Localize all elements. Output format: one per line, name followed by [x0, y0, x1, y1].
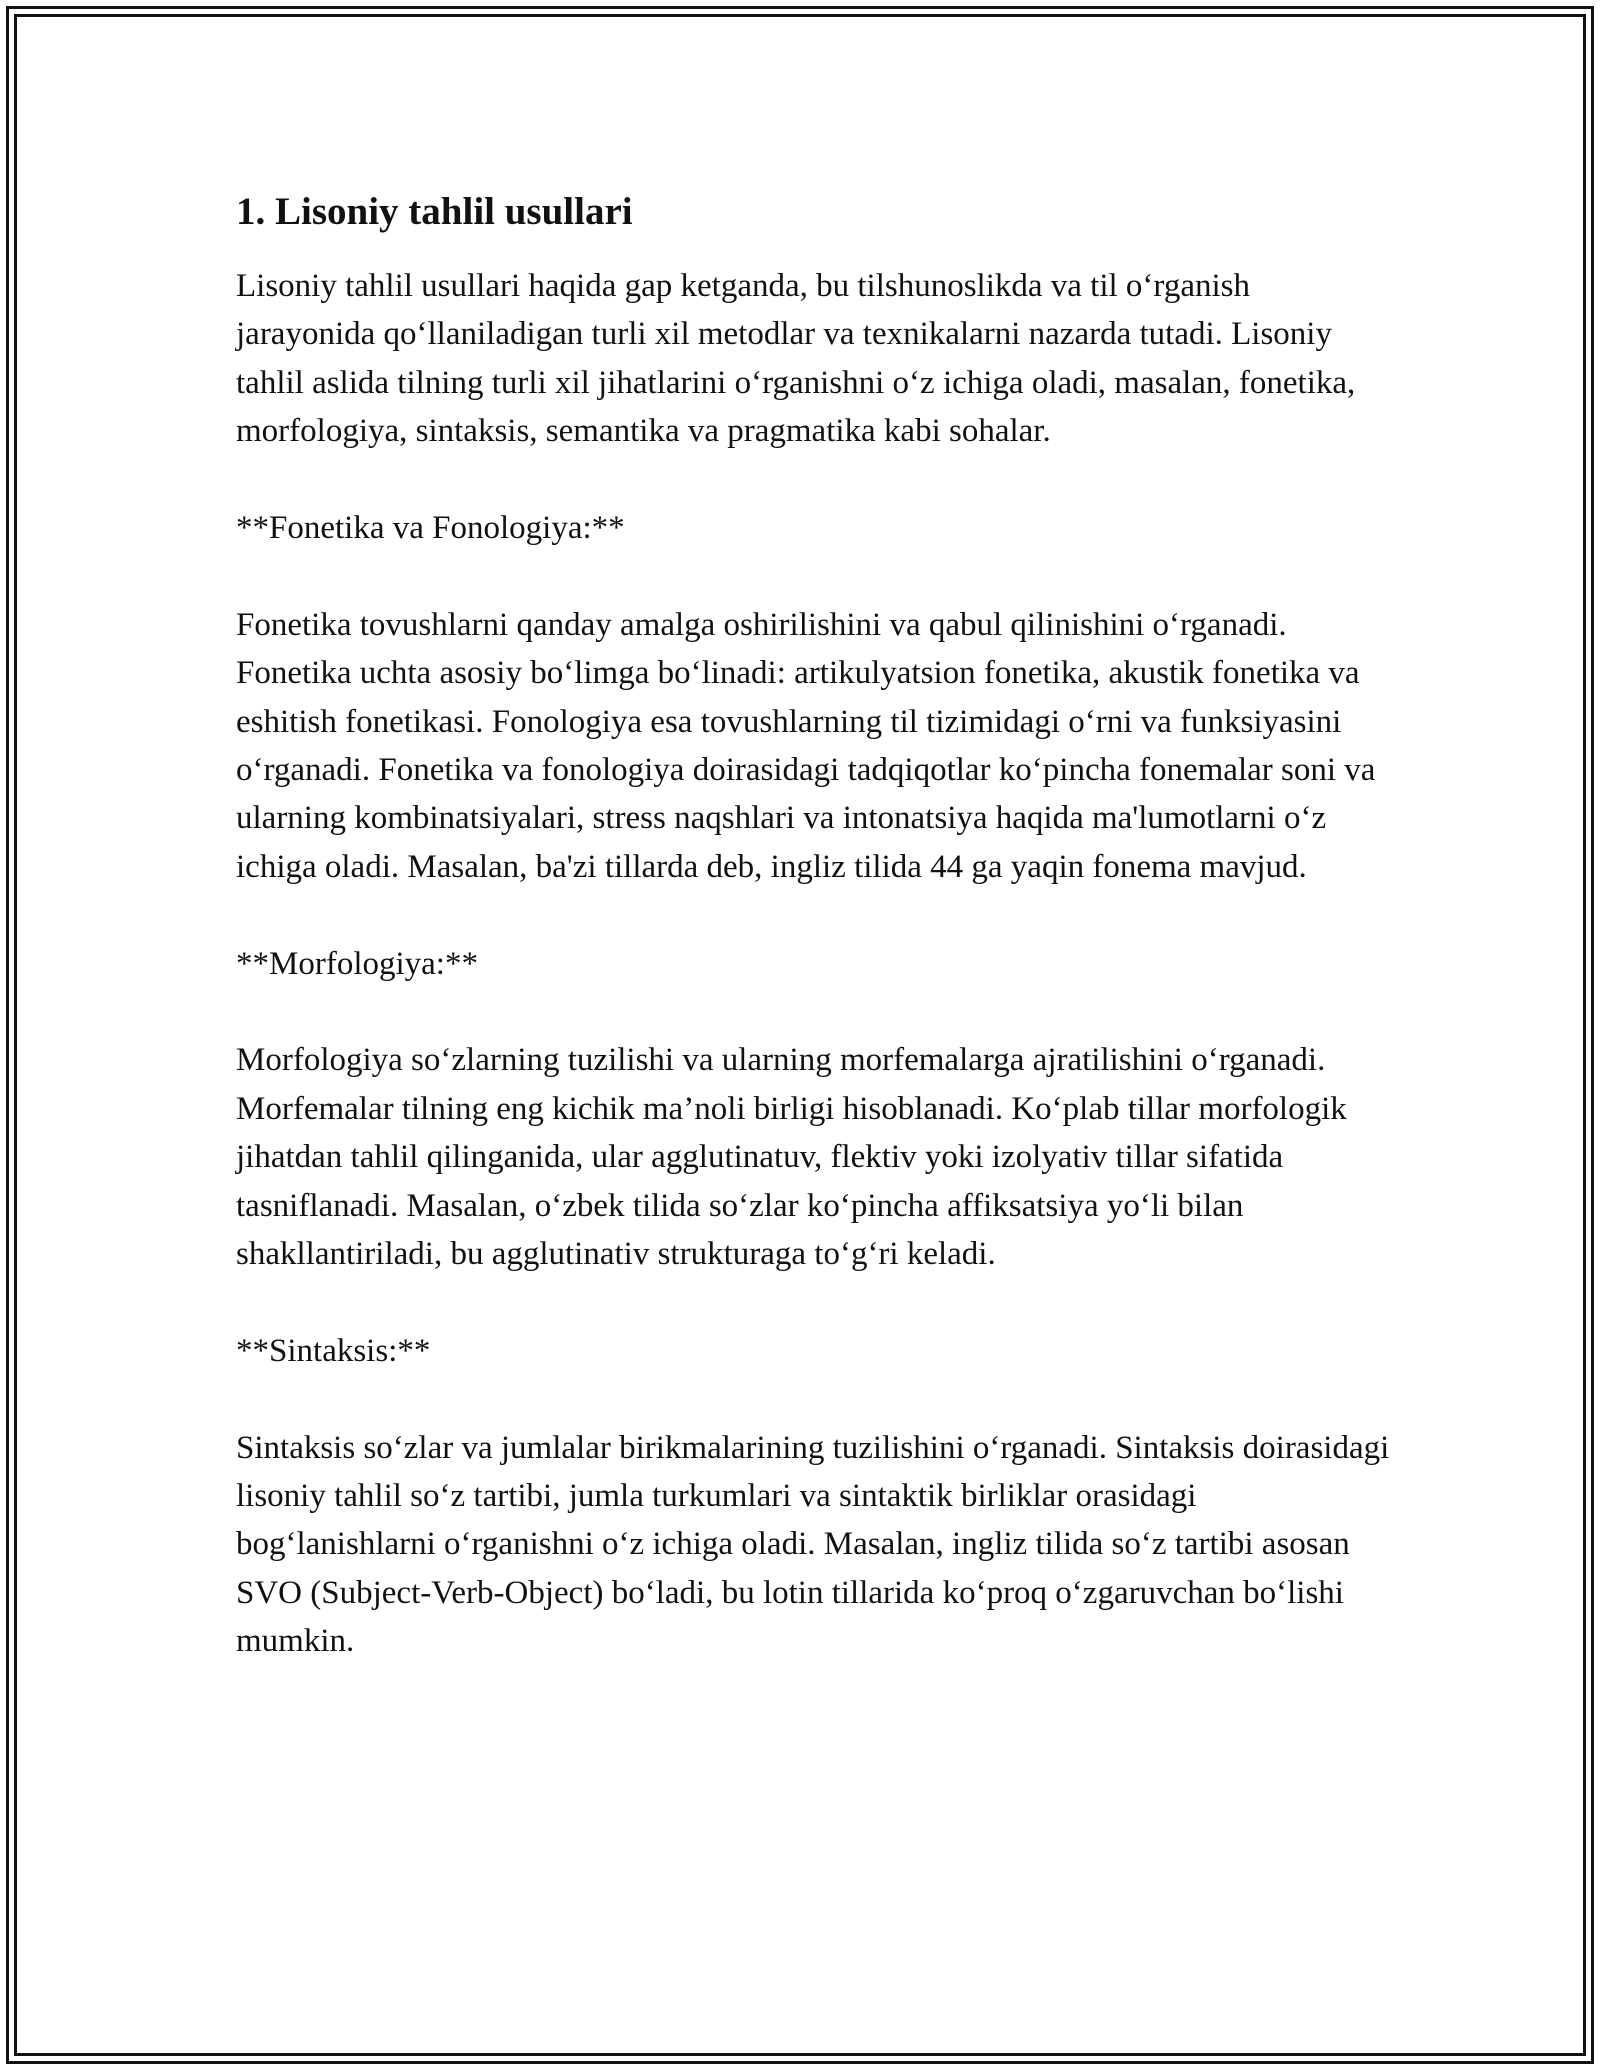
sintaksis-paragraph: Sintaksis so‘zlar va jumlalar birikmalarining tuzilishini o‘rganadi. Sintaksis doirasidagi lisoniy tahlil so‘z tartibi, jumla turkumlari va sintaktik birliklar orasidagi bog‘lanishlarni o‘rganishni o‘z ichiga oladi. Masalan, ingliz tilida so‘z tartibi asosan SVO (Subject-Verb-Object) bo‘ladi, bu lotin tillarida ko‘proq o‘zgaruvchan bo‘lishi mumkin.	[236, 1429, 1390, 1660]
section-heading-morfologiya: **Morfologiya:**	[236, 945, 478, 982]
intro-paragraph: Lisoniy tahlil usullari haqida gap ketganda, bu tilshunoslikda va til o‘rganish jarayonida qo‘llaniladigan turli xil metodlar va texnikalarni nazarda tutadi. Lisoniy tahlil aslida tilning turli xil jihatlarini o‘rganishni o‘z ichiga oladi, masalan, fonetika, morfologiya, sintaksis, semantika va pragmatika kabi sohalar.	[236, 268, 1356, 450]
fonetika-paragraph: Fonetika tovushlarni qanday amalga oshirilishini va qabul qilinishini o‘rganadi. Fonetika uchta asosiy bo‘limga bo‘linadi: artikulyatsion fonetika, akustik fonetika va eshitish fonetikasi. Fonologiya esa tovushlarning til tizimidagi o‘rni va funksiyasini o‘rganadi. Fonetika va fonologiya doirasidagi tadqiqotlar ko‘pincha fonemalar soni va ularning kombinatsiyalari, stress naqshlari va intonatsiya haqida ma'lumotlarni o‘z ichiga oladi. Masalan, ba'zi tillarda deb, ingliz tilida 44 ga yaqin fonema mavjud.	[236, 606, 1376, 885]
section-heading-fonetika: **Fonetika va Fonologiya:**	[236, 510, 625, 547]
document-body	[236, 188, 1396, 1666]
page-title: 1. Lisoniy tahlil usullari	[236, 190, 633, 233]
paragraph-spacer	[236, 891, 1396, 939]
paragraph-spacer	[236, 988, 1396, 1036]
paragraph-spacer	[236, 1375, 1396, 1423]
paragraph-spacer	[236, 456, 1396, 504]
section-heading-sintaksis: **Sintaksis:**	[236, 1332, 431, 1369]
paragraph-spacer	[236, 1278, 1396, 1326]
paragraph-spacer	[236, 552, 1396, 600]
morfologiya-paragraph: Morfologiya so‘zlarning tuzilishi va ularning morfemalarga ajratilishini o‘rganadi. Morfemalar tilning eng kichik ma’noli birligi hisoblanadi. Ko‘plab tillar morfologik jihatdan tahlil qilinganida, ular agglutinatuv, flektiv yoki izolyativ tillar sifatida tasniflanadi. Masalan, o‘zbek tilida so‘zlar ko‘pincha affiksatsiya yo‘li bilan shakllantiriladi, bu agglutinativ strukturaga to‘g‘ri keladi.	[236, 1042, 1347, 1273]
